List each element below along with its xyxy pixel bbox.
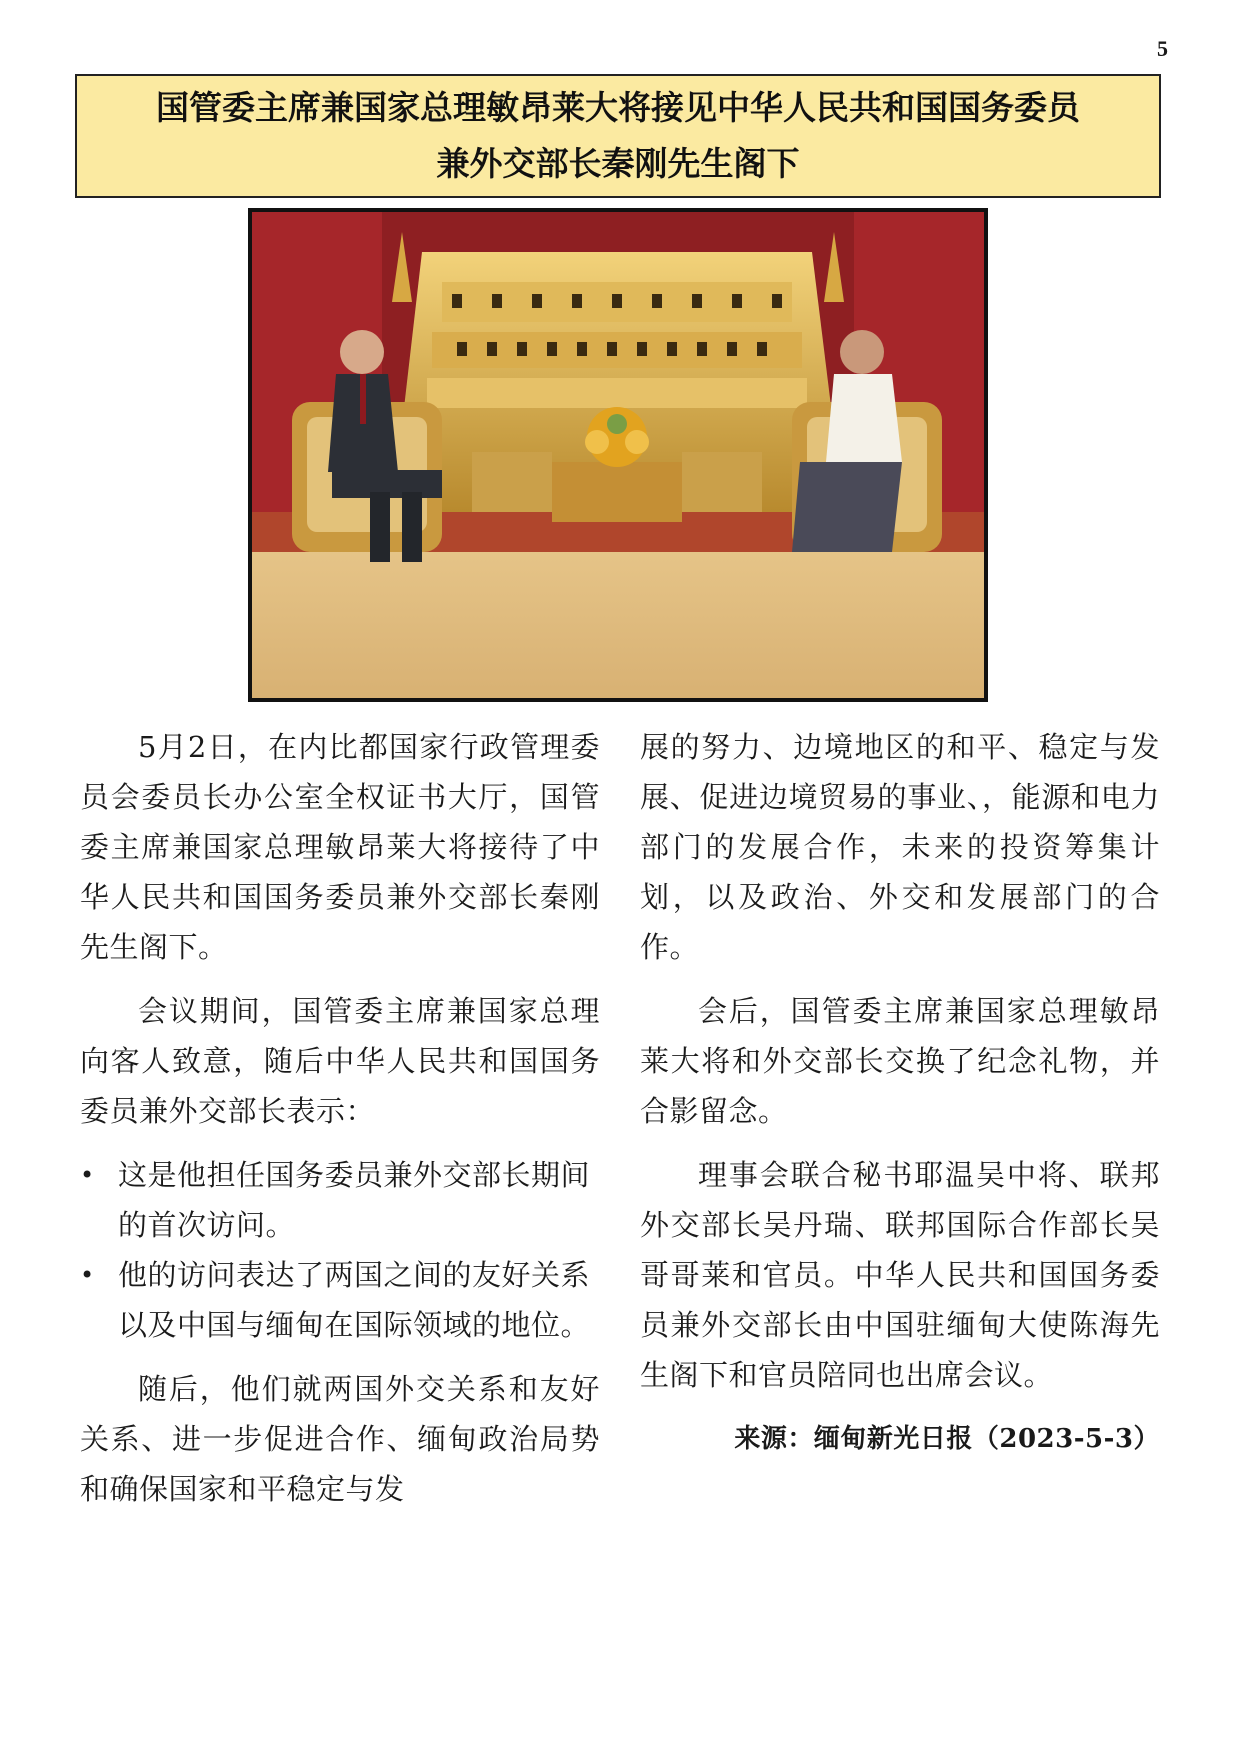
source-citation: 来源：缅甸新光日报（2023-5-3）	[734, 1424, 1160, 1454]
article-paragraph: 会议期间，国管委主席兼国家总理向客人致意，随后中华人民共和国国务委员兼外交部长表示：	[80, 994, 600, 1128]
article-left-column	[80, 722, 600, 1528]
page-number: 5	[1157, 36, 1168, 61]
article-paragraph: 会后，国管委主席兼国家总理敏昂莱大将和外交部长交换了纪念礼物，并合影留念。	[640, 994, 1160, 1128]
article-right-column	[640, 722, 1160, 1464]
bullet-item: • 这是他担任国务委员兼外交部长期间的首次访问。	[80, 1150, 600, 1250]
article-title-box	[75, 74, 1161, 198]
bullet-item: • 他的访问表达了两国之间的友好关系以及中国与缅甸在国际领域的地位。	[80, 1250, 600, 1350]
article-paragraph: 理事会联合秘书耶温吴中将、联邦外交部长吴丹瑞、联邦国际合作部长吴哥哥莱和官员。中华人民共和国国务委员兼外交部长由中国驻缅甸大使陈海先生阁下和官员陪同也出席会议。	[640, 1158, 1160, 1392]
meeting-photo-illustration	[252, 212, 984, 698]
article-paragraph: 展的努力、边境地区的和平、稳定与发展、促进边境贸易的事业、，能源和电力部门的发展合作，未来的投资筹集计划，以及政治、外交和发展部门的合作。	[640, 730, 1160, 964]
bullet-list	[80, 1150, 600, 1350]
article-paragraph: 5月2日，在内比都国家行政管理委员会委员长办公室全权证书大厅，国管委主席兼国家总理敏昂莱大将接待了中华人民共和国国务委员兼外交部长秦刚先生阁下。	[80, 730, 600, 964]
meeting-photo	[248, 208, 988, 702]
article-title-line-1: 国管委主席兼国家总理敏昂莱大将接见中华人民共和国国务委员	[156, 88, 1080, 127]
article-paragraph: 随后，他们就两国外交关系和友好关系、进一步促进合作、缅甸政治局势和确保国家和平稳定与发	[80, 1372, 600, 1506]
article-title-line-2: 兼外交部长秦刚先生阁下	[436, 144, 800, 183]
